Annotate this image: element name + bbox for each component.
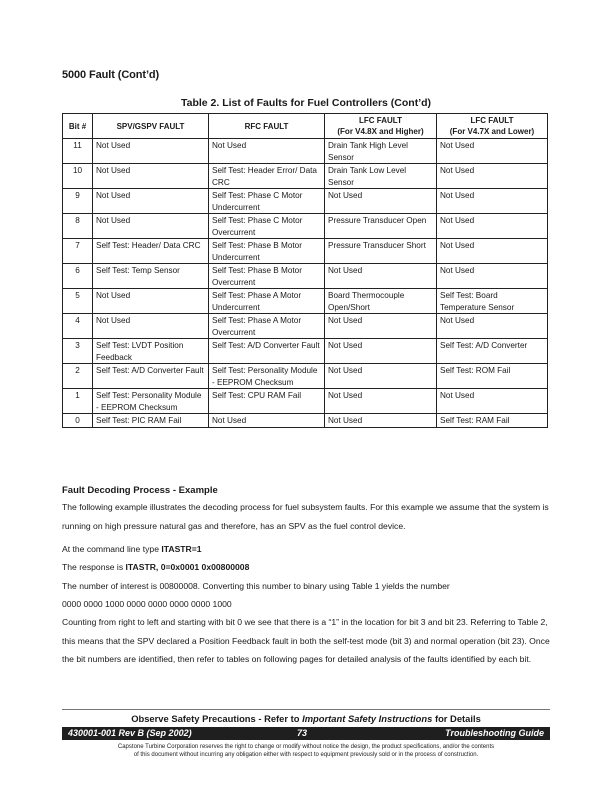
cell-lfc-new: Not Used <box>325 314 437 339</box>
cell-bit: 8 <box>63 214 93 239</box>
example-intro: The following example illustrates the decoding process for fuel subsystem faults. For this example we assume that the system is running on high pressure natural gas and therefore, has an SPV as the fuel control device. <box>62 502 549 531</box>
cell-rfc: Self Test: Header Error/ Data CRC <box>209 164 325 189</box>
document-id: 430001-001 Rev B (Sep 2002) <box>68 728 192 738</box>
cell-lfc-new: Drain Tank High Level Sensor <box>325 139 437 164</box>
table-row <box>63 364 548 389</box>
table-row <box>63 139 548 164</box>
command-value: ITASTR=1 <box>161 544 202 554</box>
header-rfc: RFC FAULT <box>209 114 325 139</box>
cell-lfc-old: Not Used <box>437 239 548 264</box>
cell-rfc: Not Used <box>209 414 325 428</box>
cell-lfc-old: Not Used <box>437 189 548 214</box>
interest-text: The number of interest is 00800008. Converting this number to binary using Table 1 yields the number <box>62 581 450 591</box>
cell-bit: 1 <box>63 389 93 414</box>
cell-lfc-old: Not Used <box>437 164 548 189</box>
cell-lfc-new: Not Used <box>325 414 437 428</box>
table-row <box>63 414 548 428</box>
response-line <box>62 558 552 577</box>
header-bit: Bit # <box>63 114 93 139</box>
cell-spv: Not Used <box>93 164 209 189</box>
safety-prefix: Observe Safety Precautions - Refer to <box>131 713 303 724</box>
table-body <box>63 139 548 428</box>
command-prefix: At the command line type <box>62 544 162 554</box>
cell-bit: 6 <box>63 264 93 289</box>
cell-lfc-new: Not Used <box>325 264 437 289</box>
cell-rfc: Self Test: A/D Converter Fault <box>209 339 325 364</box>
table-row <box>63 214 548 239</box>
disclaimer-line-2: of this document without incurring any obligation either with respect to equipment previously sold or in the process of construction. <box>133 752 479 758</box>
cell-bit: 10 <box>63 164 93 189</box>
cell-lfc-old: Not Used <box>437 389 548 414</box>
cell-bit: 0 <box>63 414 93 428</box>
cell-rfc: Self Test: Phase C Motor Undercurrent <box>209 189 325 214</box>
table-row <box>63 239 548 264</box>
response-prefix: The response is <box>62 562 126 572</box>
cell-lfc-new: Not Used <box>325 189 437 214</box>
cell-lfc-old: Self Test: RAM Fail <box>437 414 548 428</box>
cell-rfc: Self Test: Phase C Motor Overcurrent <box>209 214 325 239</box>
cell-lfc-old: Not Used <box>437 314 548 339</box>
header-lfc-new <box>325 114 437 139</box>
cell-rfc: Self Test: CPU RAM Fail <box>209 389 325 414</box>
cell-rfc: Not Used <box>209 139 325 164</box>
cell-lfc-new: Board Thermocouple Open/Short <box>325 289 437 314</box>
cell-spv: Self Test: Personality Module - EEPROM Checksum <box>93 389 209 414</box>
cell-rfc: Self Test: Personality Module - EEPROM Checksum <box>209 364 325 389</box>
footer-divider <box>62 709 550 710</box>
table-row <box>63 189 548 214</box>
table-row <box>63 389 548 414</box>
example-heading: Fault Decoding Process - Example <box>62 485 218 496</box>
cell-lfc-new: Pressure Transducer Open <box>325 214 437 239</box>
cell-lfc-old: Self Test: A/D Converter <box>437 339 548 364</box>
cell-rfc: Self Test: Phase A Motor Overcurrent <box>209 314 325 339</box>
cell-lfc-new: Not Used <box>325 389 437 414</box>
cell-spv: Self Test: LVDT Position Feedback <box>93 339 209 364</box>
cell-lfc-old: Self Test: Board Temperature Sensor <box>437 289 548 314</box>
cell-lfc-new: Not Used <box>325 339 437 364</box>
cell-bit: 4 <box>63 314 93 339</box>
safety-link-text: Important Safety Instructions <box>302 713 433 724</box>
disclaimer <box>62 743 550 759</box>
cell-rfc: Self Test: Phase B Motor Undercurrent <box>209 239 325 264</box>
table-header-row <box>63 114 548 139</box>
cell-spv: Not Used <box>93 214 209 239</box>
cell-spv: Not Used <box>93 289 209 314</box>
cell-bit: 11 <box>63 139 93 164</box>
safety-suffix: for Details <box>432 713 481 724</box>
table-row <box>63 289 548 314</box>
header-spv: SPV/GSPV FAULT <box>93 114 209 139</box>
cell-spv: Not Used <box>93 189 209 214</box>
cell-lfc-old: Not Used <box>437 139 548 164</box>
cell-spv: Not Used <box>93 139 209 164</box>
header-lfc-old <box>437 114 548 139</box>
command-line <box>62 540 552 559</box>
binary-value: 0000 0000 1000 0000 0000 0000 0000 1000 <box>62 599 232 609</box>
disclaimer-line-1: Capstone Turbine Corporation reserves the right to change or modify without notice the design, the product specifications, and/or the contents <box>117 744 495 750</box>
table-row <box>63 339 548 364</box>
cell-lfc-new: Drain Tank Low Level Sensor <box>325 164 437 189</box>
cell-spv: Not Used <box>93 314 209 339</box>
cell-spv: Self Test: Temp Sensor <box>93 264 209 289</box>
cell-rfc: Self Test: Phase A Motor Undercurrent <box>209 289 325 314</box>
table-row <box>63 264 548 289</box>
header-lfc-new-line1: LFC FAULT <box>359 116 402 125</box>
cell-lfc-old: Self Test: ROM Fail <box>437 364 548 389</box>
header-lfc-new-line2: (For V4.8X and Higher) <box>337 127 424 136</box>
cell-bit: 9 <box>63 189 93 214</box>
table-row <box>63 164 548 189</box>
cell-spv: Self Test: Header/ Data CRC <box>93 239 209 264</box>
cell-lfc-old: Not Used <box>437 264 548 289</box>
header-lfc-old-line1: LFC FAULT <box>470 116 514 125</box>
cell-spv: Self Test: A/D Converter Fault <box>93 364 209 389</box>
explanation-text: Counting from right to left and starting with bit 0 we see that there is a “1” in the location for bit 3 and bit 23. Referring to Table 2, this means that the SPV declared a Position Feedback fault in both the self-test mode (bit 3) and normal operation (bit 23). Once the bit numbers are identified, then refer to tables on following pages for detailed analysis of the faults identified by each bit. <box>62 617 550 664</box>
cell-bit: 2 <box>63 364 93 389</box>
table-row <box>63 314 548 339</box>
page-number: 73 <box>297 728 308 738</box>
cell-lfc-new: Pressure Transducer Short <box>325 239 437 264</box>
table-caption: Table 2. List of Faults for Fuel Controllers (Cont’d) <box>180 97 432 109</box>
response-value: ITASTR, 0=0x0001 0x00800008 <box>125 562 250 572</box>
safety-notice <box>62 713 550 724</box>
cell-spv: Self Test: PIC RAM Fail <box>93 414 209 428</box>
cell-lfc-new: Not Used <box>325 364 437 389</box>
cell-bit: 5 <box>63 289 93 314</box>
guide-title: Troubleshooting Guide <box>445 728 544 738</box>
cell-bit: 7 <box>63 239 93 264</box>
footer-bar <box>62 727 550 740</box>
cell-lfc-old: Not Used <box>437 214 548 239</box>
header-lfc-old-line2: (For V4.7X and Lower) <box>449 127 535 136</box>
section-title: 5000 Fault (Cont’d) <box>62 69 160 81</box>
fault-table <box>62 113 548 428</box>
cell-rfc: Self Test: Phase B Motor Overcurrent <box>209 264 325 289</box>
cell-bit: 3 <box>63 339 93 364</box>
